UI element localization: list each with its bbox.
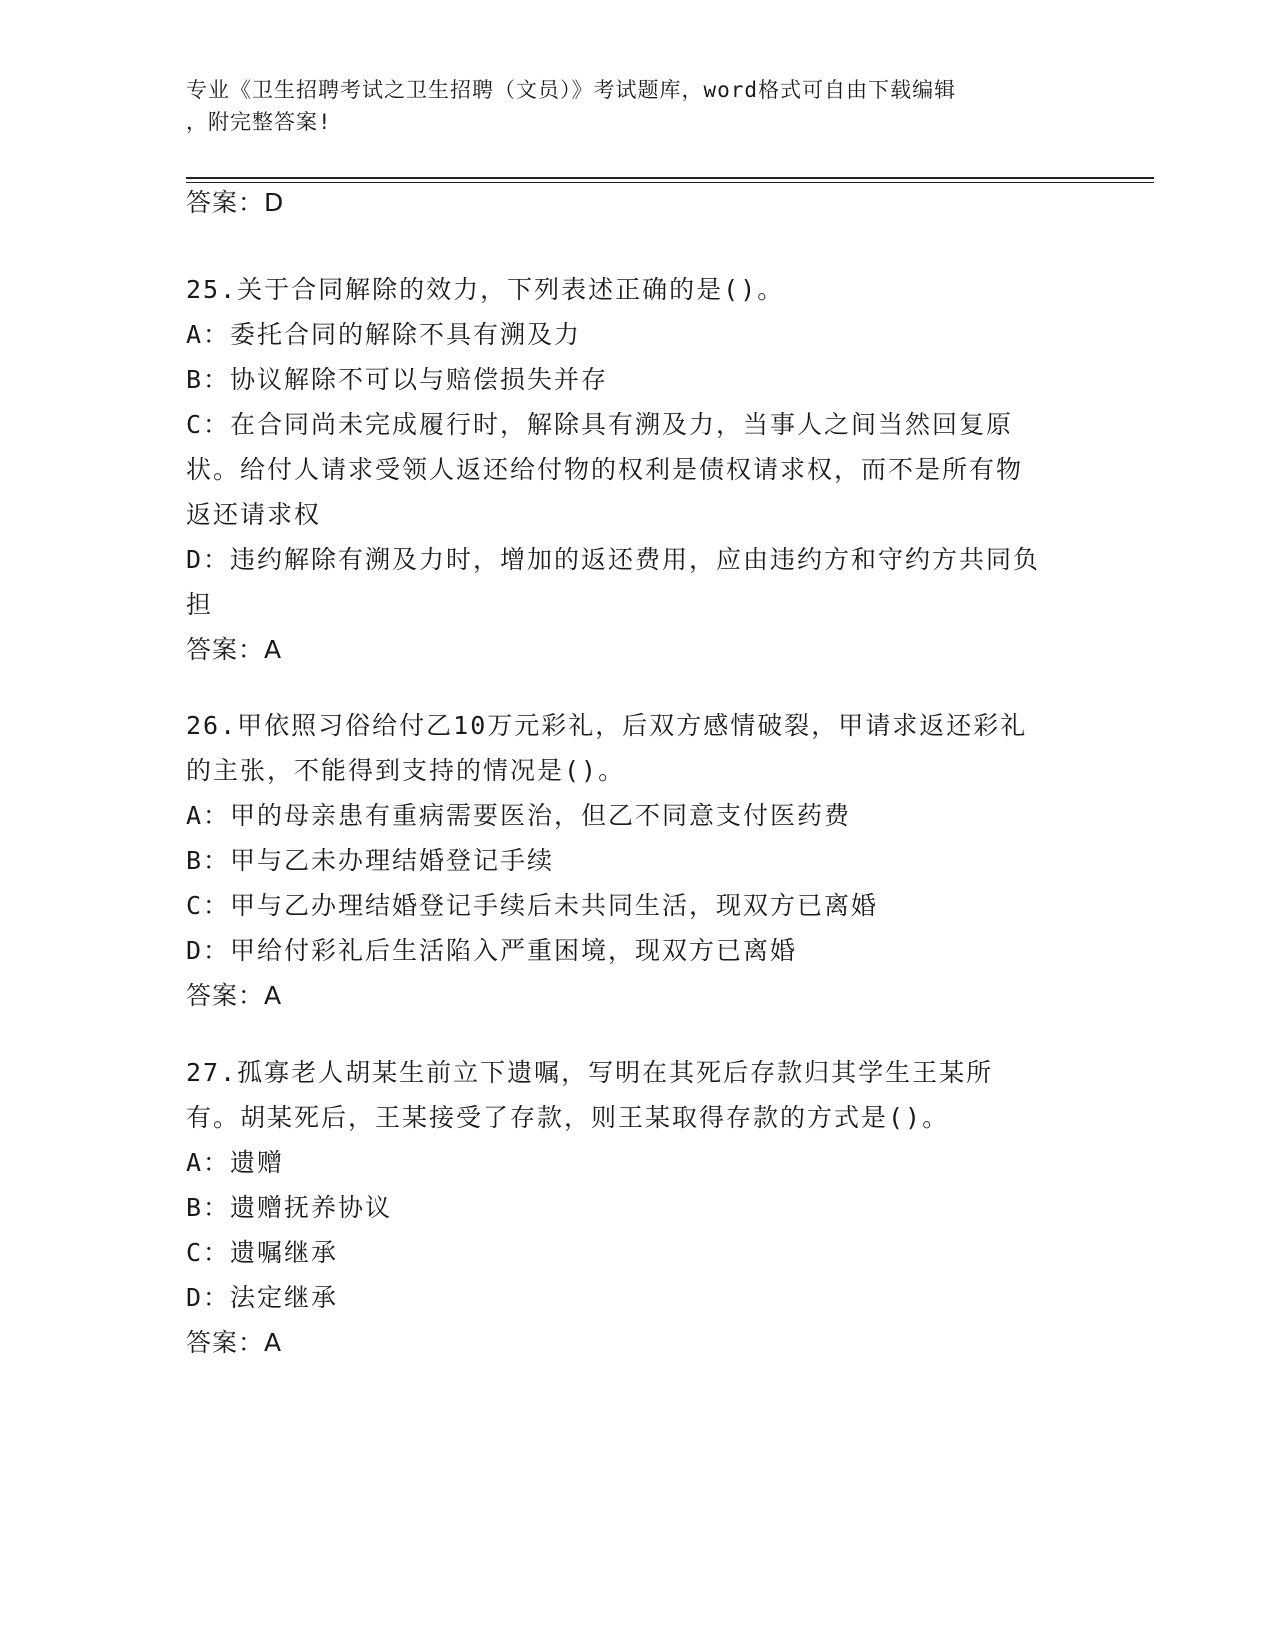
previous-answer-block (186, 180, 1086, 225)
answer: 答案：A (186, 635, 283, 664)
previous-answer: 答案：D (186, 188, 285, 217)
answer: 答案：A (186, 1328, 283, 1357)
question-stem: 25.关于合同解除的效力，下列表述正确的是()。 (186, 275, 785, 304)
question-26 (186, 703, 1086, 1018)
answer: 答案：A (186, 981, 283, 1010)
option-b: B：协议解除不可以与赔偿损失并存 (186, 365, 609, 394)
option-c: C：在合同尚未完成履行时，解除具有溯及力，当事人之间当然回复原状。给付人请求受领人返还给付物的权利是债权请求权，而不是所有物返还请求权 (186, 410, 1024, 529)
header-line-2: ，附完整答案! (186, 110, 332, 134)
option-b: B：甲与乙未办理结婚登记手续 (186, 846, 555, 875)
header-line-1: 专业《卫生招聘考试之卫生招聘（文员）》考试题库，word格式可自由下载编辑 (186, 78, 957, 102)
option-a: A：委托合同的解除不具有溯及力 (186, 320, 582, 349)
question-25 (186, 267, 1086, 672)
option-c: C：甲与乙办理结婚登记手续后未共同生活，现双方已离婚 (186, 891, 879, 920)
option-c: C：遗嘱继承 (186, 1238, 339, 1267)
option-b: B：遗赠抚养协议 (186, 1193, 393, 1222)
option-a: A：遗赠 (186, 1148, 285, 1177)
option-d: D：法定继承 (186, 1283, 339, 1312)
option-d: D：甲给付彩礼后生活陷入严重困境，现双方已离婚 (186, 936, 798, 965)
header-divider-thick (186, 177, 1154, 179)
question-stem: 27.孤寡老人胡某生前立下遗嘱，写明在其死后存款归其学生王某所有。胡某死后，王某接受了存款，则王某取得存款的方式是()。 (186, 1058, 994, 1132)
option-d: D：违约解除有溯及力时，增加的返还费用，应由违约方和守约方共同负担 (186, 545, 1041, 619)
question-stem: 26.甲依照习俗给付乙10万元彩礼，后双方感情破裂，甲请求返还彩礼的主张，不能得到支持的情况是()。 (186, 711, 1028, 785)
option-a: A：甲的母亲患有重病需要医治，但乙不同意支付医药费 (186, 801, 852, 830)
page-header (186, 74, 1066, 138)
question-27 (186, 1050, 1086, 1365)
